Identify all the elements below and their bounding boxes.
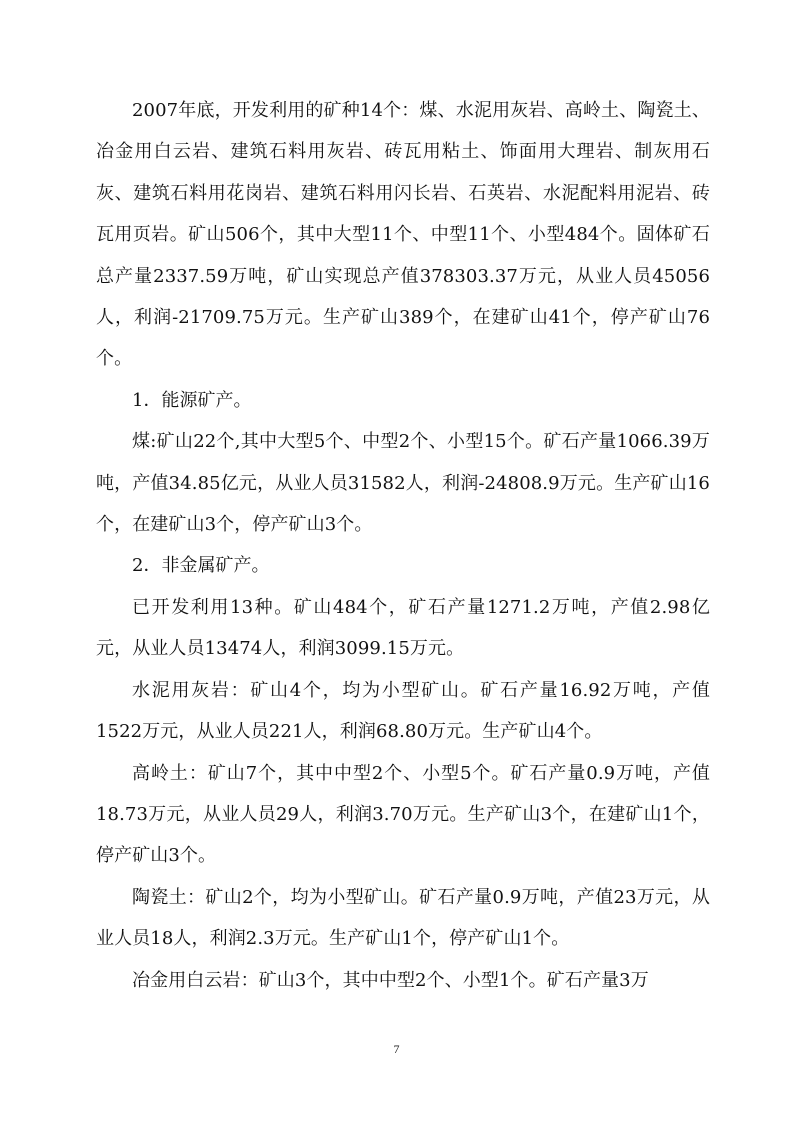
section-heading-nonmetal: 2．非金属矿产。 xyxy=(132,555,270,577)
page-number: 7 xyxy=(393,1042,400,1056)
paragraph-ceramic-clay: 陶瓷土：矿山2个，均为小型矿山。矿石产量0.9万吨，产值23万元，从业人员18人，利润2.3万元。生产矿山1个，停产矿山1个。 xyxy=(96,886,710,950)
paragraph-kaolin: 高岭土：矿山7个，其中中型2个、小型5个。矿石产量0.9万吨，产值18.73万元，从业人员29人，利润3.70万元。生产矿山3个，在建矿山1个，停产矿山3个。 xyxy=(96,762,710,867)
document-body xyxy=(96,90,710,1001)
paragraph-nonmetal-summary: 已开发利用13种。矿山484个，矿石产量1271.2万吨，产值2.98亿元，从业人员13474人，利润3099.15万元。 xyxy=(96,596,710,660)
paragraph-cement-limestone: 水泥用灰岩：矿山4个，均为小型矿山。矿石产量16.92万吨，产值1522万元，从业人员221人，利润68.80万元。生产矿山4个。 xyxy=(96,679,710,743)
paragraph-coal: 煤:矿山22个,其中大型5个、中型2个、小型15个。矿石产量1066.39万吨，产值34.85亿元，从业人员31582人，利润-24808.9万元。生产矿山16个，在建矿山3个，停产矿山3个。 xyxy=(96,431,710,536)
section-heading-energy: 1．能源矿产。 xyxy=(132,389,252,411)
paragraph-overview: 2007年底，开发利用的矿种14个：煤、水泥用灰岩、高岭土、陶瓷土、冶金用白云岩、建筑石料用灰岩、砖瓦用粘土、饰面用大理岩、制灰用石灰、建筑石料用花岗岩、建筑石料用闪长岩、石英岩、水泥配料用泥岩、砖瓦用页岩。矿山506个，其中大型11个、中型11个、小型484个。固体矿石总产量2337.59万吨，矿山实现总产值378303.37万元，从业人员45056人，利润-21709.75万元。生产矿山389个，在建矿山41个，停产矿山76个。 xyxy=(96,100,710,370)
paragraph-metallurgical-dolomite: 冶金用白云岩：矿山3个，其中中型2个、小型1个。矿石产量3万 xyxy=(132,969,649,991)
